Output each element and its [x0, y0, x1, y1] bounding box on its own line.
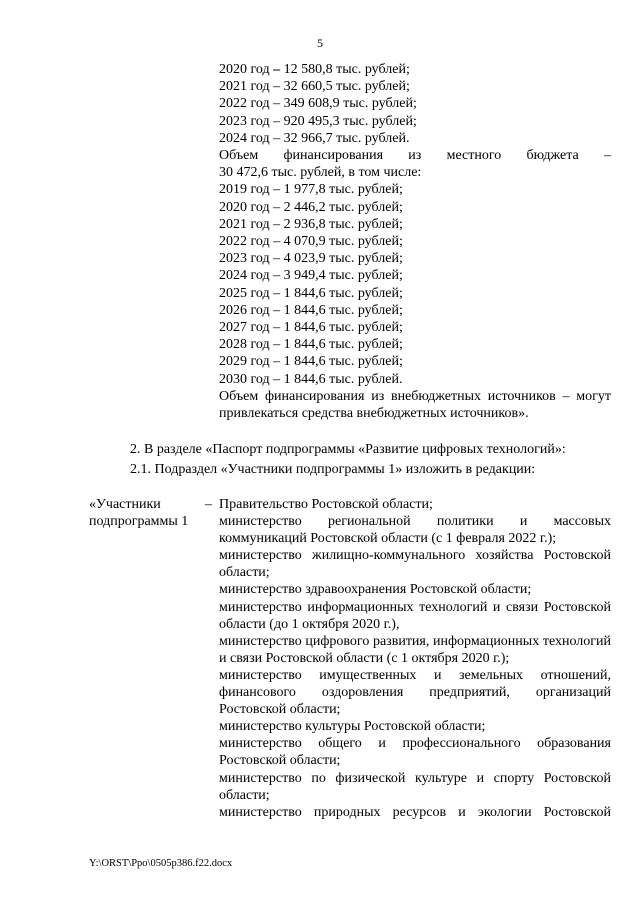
local-budget-intro: Объем финансирования из местного бюджета –	[219, 148, 611, 164]
section-heading: 2. В разделе «Паспорт подпрограммы «Развитие цифровых технологий»:	[130, 442, 566, 457]
participant-item: министерство региональной политики и массовых коммуникаций Ростовской области (с 1 февраля 2022 г.);	[219, 514, 611, 547]
participants-list	[219, 496, 611, 821]
participant-item: министерство цифрового развития, информационных технологий и связи Ростовской области (с 1 октября 2020 г.);	[219, 633, 611, 666]
footer-file-path: Y:\ORST\Ppo\0505p386.f22.docx	[89, 858, 233, 869]
regional-year-line: 2020 год – 12 580,8 тыс. рублей;	[219, 62, 410, 77]
regional-year-line: 2022 год – 349 608,9 тыс. рублей;	[219, 96, 417, 112]
local-year-line: 2022 год – 4 070,9 тыс. рублей;	[219, 234, 403, 250]
participant-item: министерство культуры Ростовской области;	[219, 719, 486, 735]
participant-item: министерство информационных технологий и связи Ростовской области (до 1 октября 2020 г.),	[219, 599, 611, 632]
budget-block	[219, 61, 611, 422]
local-year-line: 2025 год – 1 844,6 тыс. рублей;	[219, 285, 403, 301]
participant-item: министерство природных ресурсов и экологии Ростовской	[219, 804, 611, 820]
participant-item: министерство здравоохранения Ростовской области;	[219, 582, 532, 598]
participants-label: «Участники подпрограммы 1	[89, 497, 189, 529]
local-year-line: 2023 год – 4 023,9 тыс. рублей;	[219, 251, 403, 267]
participant-item: министерство общего и профессионального образования Ростовской области;	[219, 736, 611, 769]
regional-year-line: 2023 год – 920 495,3 тыс. рублей;	[219, 113, 417, 129]
participant-item: министерство жилищно-коммунального хозяйства Ростовской области;	[219, 548, 611, 581]
local-year-line: 2029 год – 1 844,6 тыс. рублей;	[219, 354, 403, 370]
local-year-line: 2021 год – 2 936,8 тыс. рублей;	[219, 216, 403, 232]
page-number: 5	[317, 36, 323, 50]
extrabudget-paragraph: Объем финансирования из внебюджетных источников – могут привлекаться средства внебюджетных источников».	[219, 388, 611, 422]
local-year-line: 2024 год – 3 949,4 тыс. рублей;	[219, 268, 403, 284]
local-year-line: 2020 год – 2 446,2 тыс. рублей;	[219, 199, 403, 215]
local-year-line: 2019 год – 1 977,8 тыс. рублей;	[219, 182, 403, 198]
regional-year-line: 2021 год – 32 660,5 тыс. рублей;	[219, 79, 410, 95]
local-year-line: 2026 год – 1 844,6 тыс. рублей;	[219, 302, 403, 318]
subsection-heading: 2.1. Подраздел «Участники подпрограммы 1» изложить в редакции:	[130, 462, 536, 477]
participant-item: министерство имущественных и земельных отношений, финансового оздоровления предприятий, организаций Ростовской области;	[219, 667, 611, 718]
participant-item: Правительство Ростовской области;	[219, 497, 433, 512]
participants-dash: –	[205, 497, 212, 512]
local-budget-total: 30 472,6 тыс. рублей, в том числе:	[219, 165, 422, 181]
local-year-line: 2030 год – 1 844,6 тыс. рублей.	[219, 371, 403, 387]
regional-year-line: 2024 год – 32 966,7 тыс. рублей.	[219, 130, 410, 146]
participant-item: министерство по физической культуре и спорту Ростовской области;	[219, 770, 611, 803]
local-year-line: 2028 год – 1 844,6 тыс. рублей;	[219, 337, 403, 353]
local-year-line: 2027 год – 1 844,6 тыс. рублей;	[219, 320, 403, 336]
